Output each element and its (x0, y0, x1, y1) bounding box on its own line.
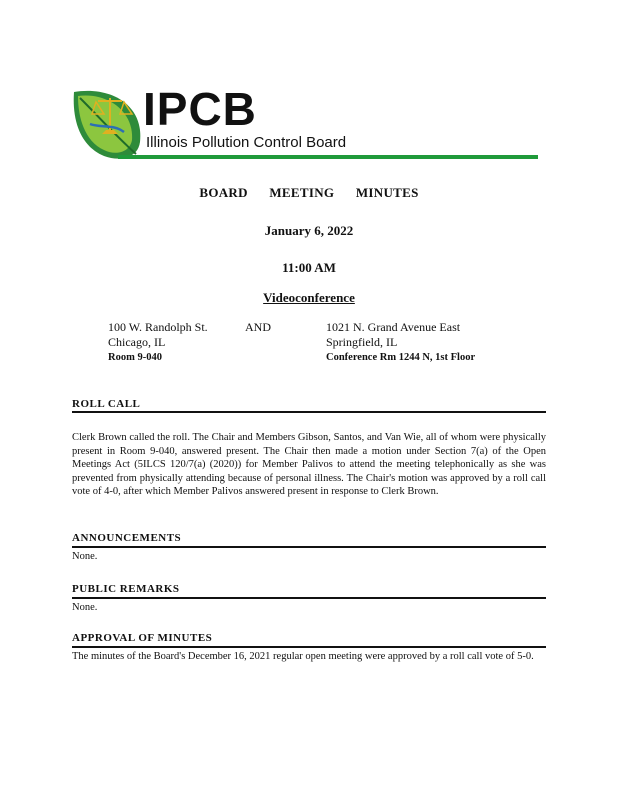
right-address-line2: Springfield, IL (326, 335, 398, 349)
address-connector: AND (245, 320, 271, 334)
leaf-scales-icon (70, 84, 150, 164)
meeting-time: 11:00 AM (282, 260, 336, 275)
section-divider (72, 546, 546, 548)
meeting-date: January 6, 2022 (264, 223, 354, 238)
left-address-line1: 100 W. Randolph St. (108, 320, 208, 334)
right-address-line1: 1021 N. Grand Avenue East (326, 320, 461, 334)
page-title: BOARD MEETING MINUTES (199, 185, 419, 200)
section-divider (72, 646, 546, 648)
right-address-line3: Conference Rm 1244 N, 1st Floor (326, 352, 476, 363)
section-heading-announcements: ANNOUNCEMENTS (72, 532, 182, 544)
announcements-body: None. (72, 551, 98, 562)
left-address (108, 320, 208, 365)
right-address (326, 320, 475, 365)
public-remarks-body: None. (72, 602, 98, 613)
location-method: Videoconference (263, 290, 355, 305)
left-address-line2: Chicago, IL (108, 335, 166, 349)
section-heading-roll-call: ROLL CALL (72, 398, 141, 410)
left-address-line3: Room 9-040 (108, 352, 162, 363)
roll-call-body: Clerk Brown called the roll. The Chair and Members Gibson, Santos, and Van Wie, all of whom were physically present in Room 9-040, answered present. The Chair then made a motion under Section 7(a) of the Open Meetings Act (5ILCS 120/7(a) (2020)) for Member Palivos to attend the meeting telephonically as she was prevented from physically attending because of personal illness. The Chair's motion was approved by a roll call vote of 4-0, after which Member Palivos answered present in response to Clerk Brown. (72, 432, 546, 497)
logo-wordmark: IPCB (143, 83, 257, 135)
section-divider (72, 411, 546, 413)
section-divider (72, 597, 546, 599)
approval-of-minutes-body: The minutes of the Board's December 16, 2021 regular open meeting were approved by a roll call vote of 5-0. (72, 651, 534, 662)
header-divider (118, 155, 538, 159)
logo-subtitle: Illinois Pollution Control Board (146, 134, 347, 151)
section-heading-public-remarks: PUBLIC REMARKS (72, 583, 180, 595)
section-heading-approval-of-minutes: APPROVAL OF MINUTES (72, 632, 213, 644)
